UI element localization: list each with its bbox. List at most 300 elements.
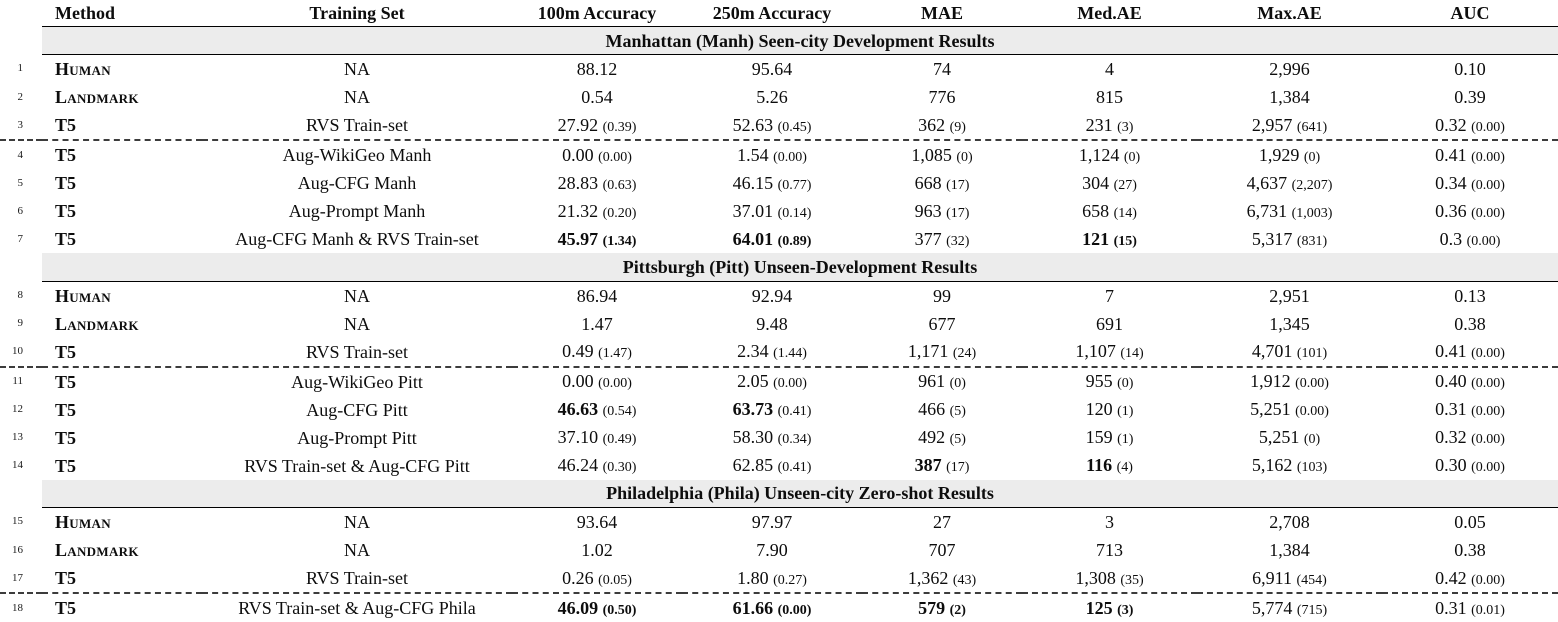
med-ae-cell (1022, 310, 1197, 338)
accuracy-250m-cell (682, 55, 862, 84)
auc-cell (1382, 310, 1558, 338)
training-set-cell: NA (202, 536, 512, 564)
accuracy-250m-cell (682, 536, 862, 564)
value: 1,107 (1075, 341, 1116, 361)
value-std: (17) (946, 178, 969, 193)
training-set-cell: Aug-Prompt Pitt (202, 424, 512, 452)
training-set-cell: NA (202, 508, 512, 537)
max-ae-cell (1197, 55, 1382, 84)
mae-cell (862, 169, 1022, 197)
value: 159 (1086, 427, 1113, 447)
mae-cell (862, 564, 1022, 593)
accuracy-100m-cell (512, 367, 682, 396)
value-std: (24) (953, 346, 976, 361)
value: 27.92 (558, 115, 599, 135)
value-std: (0.00) (1471, 573, 1505, 588)
value-std: (0.00) (1471, 404, 1505, 419)
value: 27 (933, 512, 951, 532)
method-cell: Human (42, 55, 202, 84)
auc-cell (1382, 593, 1558, 622)
section-title: Pittsburgh (Pitt) Unseen-Development Results (42, 253, 1558, 281)
value-std: (0.00) (1471, 150, 1505, 165)
method-cell: T5 (42, 593, 202, 622)
method-cell: T5 (42, 338, 202, 367)
training-set-cell: NA (202, 281, 512, 310)
mae-cell (862, 367, 1022, 396)
med-ae-cell (1022, 396, 1197, 424)
column-header-250m-accuracy: 250m Accuracy (682, 0, 862, 27)
table-row (0, 111, 1558, 140)
value: 46.24 (558, 455, 599, 475)
value: 0.34 (1435, 173, 1467, 193)
column-header-100m-accuracy: 100m Accuracy (512, 0, 682, 27)
auc-cell (1382, 83, 1558, 111)
med-ae-cell (1022, 338, 1197, 367)
accuracy-100m-cell (512, 564, 682, 593)
value: 58.30 (733, 427, 774, 447)
med-ae-cell (1022, 564, 1197, 593)
value: 0.39 (1454, 87, 1486, 107)
row-number: 1 (0, 55, 42, 84)
value: 5,774 (1252, 598, 1293, 618)
row-number: 2 (0, 83, 42, 111)
table-row (0, 140, 1558, 169)
method-cell: T5 (42, 564, 202, 593)
auc-cell (1382, 452, 1558, 480)
accuracy-100m-cell (512, 452, 682, 480)
auc-cell (1382, 140, 1558, 169)
value: 0.38 (1454, 540, 1486, 560)
value-std: (5) (950, 404, 966, 419)
value-std: (0) (1124, 150, 1140, 165)
auc-cell (1382, 396, 1558, 424)
value-std: (454) (1297, 573, 1327, 588)
training-set-cell: RVS Train-set & Aug-CFG Phila (202, 593, 512, 622)
auc-cell (1382, 338, 1558, 367)
value-std: (3) (1117, 603, 1133, 618)
value-std: (0.41) (778, 404, 812, 419)
accuracy-100m-cell (512, 536, 682, 564)
value-std: (0) (956, 150, 972, 165)
auc-cell (1382, 424, 1558, 452)
accuracy-250m-cell (682, 281, 862, 310)
value: 64.01 (733, 229, 774, 249)
value-std: (0.00) (778, 603, 812, 618)
accuracy-100m-cell (512, 140, 682, 169)
value-std: (0.00) (1471, 346, 1505, 361)
accuracy-250m-cell (682, 367, 862, 396)
value: 0.54 (581, 87, 613, 107)
mae-cell (862, 508, 1022, 537)
table-row (0, 310, 1558, 338)
method-cell: T5 (42, 169, 202, 197)
value-std: (0.30) (603, 460, 637, 475)
method-cell: T5 (42, 452, 202, 480)
accuracy-100m-cell (512, 83, 682, 111)
column-header-method: Method (42, 0, 202, 27)
value: 0.38 (1454, 314, 1486, 334)
med-ae-cell (1022, 536, 1197, 564)
value-std: (0.01) (1471, 603, 1505, 618)
value: 579 (918, 598, 945, 618)
accuracy-250m-cell (682, 197, 862, 225)
value: 46.15 (733, 173, 774, 193)
value-std: (0.20) (603, 206, 637, 221)
value-std: (0.89) (778, 234, 812, 249)
table-row (0, 396, 1558, 424)
value: 466 (918, 399, 945, 419)
table-row (0, 593, 1558, 622)
med-ae-cell (1022, 169, 1197, 197)
table-row (0, 367, 1558, 396)
value: 0.30 (1435, 455, 1467, 475)
value: 46.63 (558, 399, 599, 419)
value-std: (35) (1120, 573, 1143, 588)
value-std: (0.77) (778, 178, 812, 193)
value-std: (32) (946, 234, 969, 249)
training-set-cell: Aug-CFG Manh (202, 169, 512, 197)
training-set-cell: RVS Train-set (202, 338, 512, 367)
method-cell: Human (42, 508, 202, 537)
accuracy-100m-cell (512, 310, 682, 338)
value: 961 (918, 371, 945, 391)
max-ae-cell (1197, 225, 1382, 253)
value: 28.83 (558, 173, 599, 193)
value: 0.36 (1435, 201, 1467, 221)
med-ae-cell (1022, 225, 1197, 253)
value-std: (5) (950, 432, 966, 447)
accuracy-250m-cell (682, 169, 862, 197)
value: 231 (1086, 115, 1113, 135)
value-std: (9) (950, 120, 966, 135)
accuracy-250m-cell (682, 225, 862, 253)
value-std: (1.44) (773, 346, 807, 361)
value: 9.48 (756, 314, 788, 334)
column-header-row (0, 0, 1558, 27)
auc-cell (1382, 55, 1558, 84)
value-std: (0.00) (1471, 376, 1505, 391)
auc-cell (1382, 197, 1558, 225)
mae-cell (862, 83, 1022, 111)
mae-cell (862, 55, 1022, 84)
med-ae-cell (1022, 367, 1197, 396)
value: 1,124 (1079, 145, 1120, 165)
value-std: (0.63) (603, 178, 637, 193)
table-row (0, 452, 1558, 480)
value-std: (0.00) (1467, 234, 1501, 249)
value-std: (0) (1304, 432, 1320, 447)
value-std: (0) (1304, 150, 1320, 165)
auc-cell (1382, 536, 1558, 564)
value: 2,708 (1269, 512, 1310, 532)
value: 0.05 (1454, 512, 1486, 532)
value: 5,251 (1259, 427, 1300, 447)
value: 1,929 (1259, 145, 1300, 165)
value-std: (103) (1297, 460, 1327, 475)
value-std: (0.27) (773, 573, 807, 588)
table-row (0, 197, 1558, 225)
mae-cell (862, 424, 1022, 452)
table-row (0, 424, 1558, 452)
value-std: (641) (1297, 120, 1327, 135)
accuracy-250m-cell (682, 593, 862, 622)
value: 955 (1086, 371, 1113, 391)
value: 1,912 (1250, 371, 1291, 391)
value-std: (0.39) (603, 120, 637, 135)
row-number: 16 (0, 536, 42, 564)
mae-cell (862, 197, 1022, 225)
value: 776 (929, 87, 956, 107)
value: 63.73 (733, 399, 774, 419)
value: 4,701 (1252, 341, 1293, 361)
method-cell: Landmark (42, 83, 202, 111)
value-std: (0.50) (603, 603, 637, 618)
med-ae-cell (1022, 281, 1197, 310)
value-std: (0.00) (1471, 432, 1505, 447)
value-std: (0.54) (603, 404, 637, 419)
value-std: (0) (950, 376, 966, 391)
auc-cell (1382, 281, 1558, 310)
value: 658 (1082, 201, 1109, 221)
row-number: 11 (0, 367, 42, 396)
method-cell: T5 (42, 424, 202, 452)
value: 5,162 (1252, 455, 1293, 475)
auc-cell (1382, 169, 1558, 197)
value: 5,251 (1250, 399, 1291, 419)
max-ae-cell (1197, 83, 1382, 111)
method-cell: T5 (42, 197, 202, 225)
value: 95.64 (752, 59, 793, 79)
training-set-cell: RVS Train-set (202, 111, 512, 140)
value: 2.34 (737, 341, 769, 361)
value: 4 (1105, 59, 1114, 79)
value-std: (0.00) (773, 150, 807, 165)
value: 1.80 (737, 568, 769, 588)
value-std: (0.49) (603, 432, 637, 447)
row-number: 7 (0, 225, 42, 253)
mae-cell (862, 111, 1022, 140)
med-ae-cell (1022, 55, 1197, 84)
training-set-cell: Aug-CFG Pitt (202, 396, 512, 424)
accuracy-250m-cell (682, 564, 862, 593)
max-ae-cell (1197, 310, 1382, 338)
value-std: (0.41) (778, 460, 812, 475)
value-std: (0.14) (778, 206, 812, 221)
value: 121 (1082, 229, 1109, 249)
accuracy-250m-cell (682, 338, 862, 367)
accuracy-250m-cell (682, 83, 862, 111)
accuracy-100m-cell (512, 225, 682, 253)
accuracy-100m-cell (512, 281, 682, 310)
table-row (0, 536, 1558, 564)
value: 0.31 (1435, 598, 1467, 618)
mae-cell (862, 140, 1022, 169)
value: 963 (915, 201, 942, 221)
value: 387 (915, 455, 942, 475)
table-row (0, 83, 1558, 111)
med-ae-cell (1022, 140, 1197, 169)
value: 668 (915, 173, 942, 193)
value: 45.97 (558, 229, 599, 249)
training-set-cell: Aug-Prompt Manh (202, 197, 512, 225)
value: 5.26 (756, 87, 788, 107)
auc-cell (1382, 564, 1558, 593)
mae-cell (862, 310, 1022, 338)
value: 377 (915, 229, 942, 249)
med-ae-cell (1022, 424, 1197, 452)
row-number: 9 (0, 310, 42, 338)
row-number: 14 (0, 452, 42, 480)
max-ae-cell (1197, 140, 1382, 169)
value-std: (1) (1117, 432, 1133, 447)
row-number-gutter-header (0, 0, 42, 27)
row-number: 10 (0, 338, 42, 367)
auc-cell (1382, 367, 1558, 396)
value-std: (0.00) (598, 150, 632, 165)
value-std: (2) (950, 603, 966, 618)
value-std: (1.47) (598, 346, 632, 361)
value-std: (15) (1114, 234, 1137, 249)
value: 2.05 (737, 371, 769, 391)
value: 2,996 (1269, 59, 1310, 79)
med-ae-cell (1022, 508, 1197, 537)
value: 2,957 (1252, 115, 1293, 135)
method-cell: T5 (42, 111, 202, 140)
value: 1,085 (911, 145, 952, 165)
value-std: (17) (946, 206, 969, 221)
column-header-max-ae: Max.AE (1197, 0, 1382, 27)
value: 713 (1096, 540, 1123, 560)
value: 677 (929, 314, 956, 334)
row-number: 4 (0, 140, 42, 169)
value-std: (0.00) (773, 376, 807, 391)
auc-cell (1382, 508, 1558, 537)
value-std: (0.45) (778, 120, 812, 135)
value-std: (0.05) (598, 573, 632, 588)
value: 61.66 (733, 598, 774, 618)
max-ae-cell (1197, 593, 1382, 622)
value: 1,362 (908, 568, 949, 588)
accuracy-250m-cell (682, 140, 862, 169)
max-ae-cell (1197, 169, 1382, 197)
value: 0.00 (562, 145, 594, 165)
training-set-cell: RVS Train-set (202, 564, 512, 593)
method-cell: T5 (42, 367, 202, 396)
section-header-row (0, 253, 1558, 281)
med-ae-cell (1022, 197, 1197, 225)
value: 2,951 (1269, 286, 1310, 306)
value-std: (1,003) (1292, 206, 1333, 221)
value-std: (27) (1114, 178, 1137, 193)
mae-cell (862, 536, 1022, 564)
row-number: 5 (0, 169, 42, 197)
value: 7.90 (756, 540, 788, 560)
method-cell: Landmark (42, 536, 202, 564)
value: 1.54 (737, 145, 769, 165)
med-ae-cell (1022, 452, 1197, 480)
max-ae-cell (1197, 564, 1382, 593)
table-row (0, 564, 1558, 593)
training-set-cell: Aug-CFG Manh & RVS Train-set (202, 225, 512, 253)
value: 304 (1082, 173, 1109, 193)
value-std: (43) (953, 573, 976, 588)
table-row (0, 508, 1558, 537)
value: 0.41 (1435, 341, 1467, 361)
accuracy-250m-cell (682, 310, 862, 338)
accuracy-250m-cell (682, 111, 862, 140)
value: 97.97 (752, 512, 793, 532)
row-number: 12 (0, 396, 42, 424)
value: 1,384 (1269, 87, 1310, 107)
table-row (0, 55, 1558, 84)
max-ae-cell (1197, 452, 1382, 480)
value: 0.32 (1435, 427, 1467, 447)
value: 1.47 (581, 314, 613, 334)
accuracy-100m-cell (512, 55, 682, 84)
table-row (0, 169, 1558, 197)
row-number: 18 (0, 593, 42, 622)
training-set-cell: Aug-WikiGeo Manh (202, 140, 512, 169)
value-std: (0.34) (778, 432, 812, 447)
section-title: Philadelphia (Phila) Unseen-city Zero-shot Results (42, 480, 1558, 508)
value: 1,345 (1269, 314, 1310, 334)
method-cell: T5 (42, 140, 202, 169)
row-number-cell (0, 253, 42, 281)
value: 0.3 (1440, 229, 1463, 249)
value: 7 (1105, 286, 1114, 306)
value: 0.10 (1454, 59, 1486, 79)
max-ae-cell (1197, 396, 1382, 424)
value: 0.13 (1454, 286, 1486, 306)
value: 4,637 (1247, 173, 1288, 193)
value: 0.49 (562, 341, 594, 361)
value-std: (4) (1117, 460, 1133, 475)
table-row (0, 225, 1558, 253)
value: 5,317 (1252, 229, 1293, 249)
value: 46.09 (558, 598, 599, 618)
accuracy-100m-cell (512, 169, 682, 197)
value: 0.26 (562, 568, 594, 588)
value: 0.32 (1435, 115, 1467, 135)
value-std: (0.00) (1295, 404, 1329, 419)
column-header-med-ae: Med.AE (1022, 0, 1197, 27)
value: 37.10 (558, 427, 599, 447)
value-std: (0.00) (1471, 120, 1505, 135)
method-cell: T5 (42, 225, 202, 253)
value: 6,911 (1252, 568, 1292, 588)
value-std: (17) (946, 460, 969, 475)
value: 0.40 (1435, 371, 1467, 391)
value: 691 (1096, 314, 1123, 334)
auc-cell (1382, 225, 1558, 253)
row-number: 8 (0, 281, 42, 310)
section-header-row (0, 480, 1558, 508)
column-header-mae: MAE (862, 0, 1022, 27)
value: 74 (933, 59, 951, 79)
value-std: (2,207) (1292, 178, 1333, 193)
accuracy-250m-cell (682, 452, 862, 480)
med-ae-cell (1022, 83, 1197, 111)
row-number: 15 (0, 508, 42, 537)
value: 1,308 (1075, 568, 1116, 588)
method-cell: Landmark (42, 310, 202, 338)
value: 120 (1086, 399, 1113, 419)
value: 88.12 (577, 59, 618, 79)
value-std: (3) (1117, 120, 1133, 135)
value-std: (831) (1297, 234, 1327, 249)
value: 93.64 (577, 512, 618, 532)
accuracy-100m-cell (512, 508, 682, 537)
